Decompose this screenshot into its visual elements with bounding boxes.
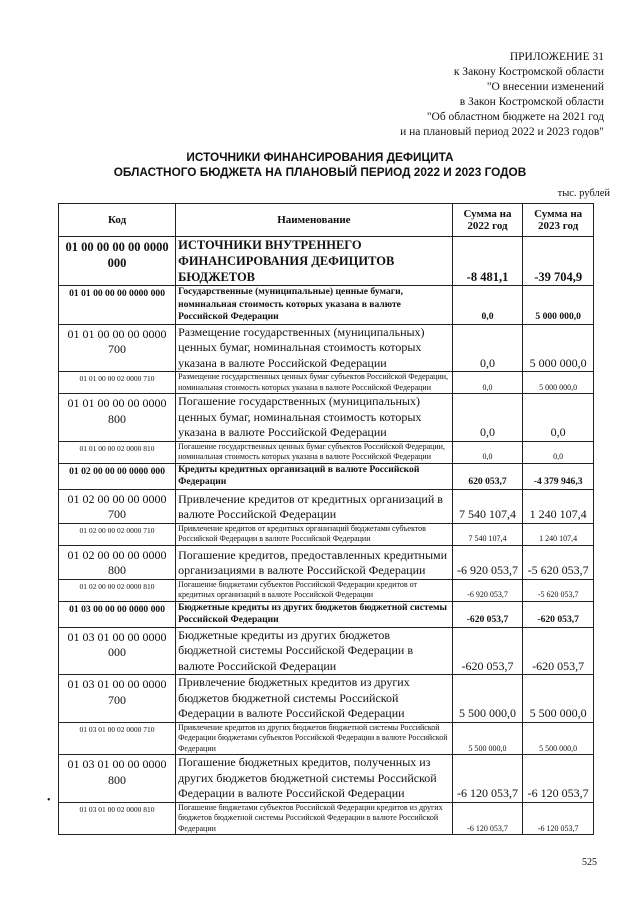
row-value-2022: 0,0 [452,286,523,325]
appendix-line: в Закон Костромской области [459,96,604,108]
row-value-2023: 0,0 [523,441,594,463]
row-name: Погашение бюджетами субъектов Российской Федерации кредитов из других бюджетов бюджетной системы Российской Федерации в валюте Российской Федерации [176,802,453,835]
header-sum-2022: Сумма на 2022 год [452,204,523,237]
row-name: Погашение кредитов, предоставленных кредитными организациями в валюте Российской Федерации [176,545,453,579]
row-code: 01 02 00 00 00 0000 800 [59,545,176,579]
row-name: Кредиты кредитных организаций в валюте Российской Федерации [176,463,453,489]
row-value-2023: 5 000 000,0 [523,372,594,394]
table-row [59,523,594,545]
row-code: 01 03 01 00 00 0000 800 [59,755,176,803]
row-name: Привлечение кредитов от кредитных организаций бюджетами субъектов Российской Федерации в валюте Российской Федерации [176,523,453,545]
row-value-2022: -6 120 053,7 [452,755,523,803]
row-code: 01 02 00 00 02 0000 710 [59,523,176,545]
row-value-2023: -620 053,7 [523,601,594,627]
document-title [0,150,640,180]
row-value-2023: -5 620 053,7 [523,579,594,601]
row-name: Привлечение кредитов от кредитных организаций в валюте Российской Федерации [176,489,453,523]
row-name: Погашение бюджетных кредитов, полученных из других бюджетов бюджетной системы Российской Федерации в валюте Российской Федерации [176,755,453,803]
table-row [59,463,594,489]
table-row [59,627,594,675]
row-value-2022: -6 920 053,7 [452,545,523,579]
table-row [59,722,594,755]
header-sum-2023: Сумма на 2023 год [523,204,594,237]
row-value-2023: -620 053,7 [523,627,594,675]
row-value-2023: 1 240 107,4 [523,489,594,523]
row-code: 01 01 00 00 00 0000 700 [59,324,176,372]
stray-mark: • [47,795,51,806]
table-header-row [59,204,594,237]
row-code: 01 01 00 00 02 0000 710 [59,372,176,394]
table-row [59,489,594,523]
appendix-line: и на плановый период 2022 и 2023 годов" [400,126,604,138]
row-value-2022: -620 053,7 [452,627,523,675]
row-value-2023: 5 000 000,0 [523,286,594,325]
row-code: 01 02 00 00 02 0000 810 [59,579,176,601]
table-row [59,286,594,325]
header-name: Наименование [176,204,453,237]
row-name: Государственные (муниципальные) ценные бумаги, номинальная стоимость которых указана в валюте Российской Федерации [176,286,453,325]
row-name: Привлечение бюджетных кредитов из других бюджетов бюджетной системы Российской Федерации в валюте Российской Федерации [176,675,453,723]
table-row [59,324,594,372]
table-row [59,755,594,803]
appendix-line: к Закону Костромской области [453,66,604,78]
appendix-line: "О внесении изменений [486,81,604,93]
row-value-2023: -5 620 053,7 [523,545,594,579]
row-value-2022: 5 500 000,0 [452,675,523,723]
row-name: Погашение государственных (муниципальных) ценных бумаг, номинальная стоимость которых указана в валюте Российской Федерации [176,394,453,442]
table-row [59,237,594,286]
row-code: 01 03 01 00 02 0000 710 [59,722,176,755]
row-name: Бюджетные кредиты из других бюджетов бюджетной системы Российской Федерации в валюте Российской Федерации [176,627,453,675]
row-code: 01 02 00 00 00 0000 000 [59,463,176,489]
row-value-2022: 5 500 000,0 [452,722,523,755]
appendix-line: "Об областном бюджете на 2021 год [426,111,604,123]
row-code: 01 03 01 00 02 0000 810 [59,802,176,835]
row-name: Погашение государственных ценных бумаг субъектов Российской Федерации, номинальная стоимость которых указана в валюте Российской Федерации [176,441,453,463]
row-value-2023: -6 120 053,7 [523,755,594,803]
row-code: 01 00 00 00 00 0000 000 [59,237,176,286]
row-name: Привлечение кредитов из других бюджетов бюджетной системы Российской Федерации бюджетами субъектов Российской Федерации в валюте Российской Федерации [176,722,453,755]
units-label: тыс. рублей [557,188,610,199]
row-value-2023: -39 704,9 [523,237,594,286]
row-value-2022: -6 120 053,7 [452,802,523,835]
row-value-2022: 0,0 [452,372,523,394]
row-value-2022: 0,0 [452,324,523,372]
appendix-line: ПРИЛОЖЕНИЕ 31 [509,51,604,63]
row-name: Бюджетные кредиты из других бюджетов бюджетной системы Российской Федерации [176,601,453,627]
row-value-2023: -4 379 946,3 [523,463,594,489]
row-value-2022: 620 053,7 [452,463,523,489]
row-code: 01 01 00 00 00 0000 000 [59,286,176,325]
row-value-2023: 1 240 107,4 [523,523,594,545]
table-row [59,601,594,627]
row-name: Размещение государственных (муниципальных) ценных бумаг, номинальная стоимость которых указана в валюте Российской Федерации [176,324,453,372]
row-value-2023: 0,0 [523,394,594,442]
row-code: 01 01 00 00 00 0000 800 [59,394,176,442]
row-value-2022: -620 053,7 [452,601,523,627]
table-row [59,579,594,601]
table-row [59,441,594,463]
row-code: 01 03 01 00 00 0000 700 [59,675,176,723]
page-number: 525 [582,857,597,868]
table-row [59,675,594,723]
row-code: 01 03 00 00 00 0000 000 [59,601,176,627]
table-row [59,545,594,579]
row-value-2022: 7 540 107,4 [452,489,523,523]
row-code: 01 01 00 00 02 0000 810 [59,441,176,463]
row-value-2023: 5 500 000,0 [523,675,594,723]
row-value-2023: 5 500 000,0 [523,722,594,755]
table-row [59,394,594,442]
row-code: 01 02 00 00 00 0000 700 [59,489,176,523]
row-name: Размещение государственных ценных бумаг субъектов Российской Федерации, номинальная стоимость которых указана в валюте Российской Федерации [176,372,453,394]
row-value-2022: 0,0 [452,441,523,463]
table-row [59,802,594,835]
title-line-2: ОБЛАСТНОГО БЮДЖЕТА НА ПЛАНОВЫЙ ПЕРИОД 2022 И 2023 ГОДОВ [113,165,527,179]
row-name: ИСТОЧНИКИ ВНУТРЕННЕГО ФИНАНСИРОВАНИЯ ДЕФИЦИТОВ БЮДЖЕТОВ [176,237,453,286]
row-name: Погашение бюджетами субъектов Российской Федерации кредитов от кредитных организаций в валюте Российской Федерации [176,579,453,601]
row-code: 01 03 01 00 00 0000 000 [59,627,176,675]
row-value-2022: -8 481,1 [452,237,523,286]
header-code: Код [59,204,176,237]
row-value-2022: -6 920 053,7 [452,579,523,601]
row-value-2023: 5 000 000,0 [523,324,594,372]
financing-sources-table [58,203,594,835]
row-value-2022: 7 540 107,4 [452,523,523,545]
appendix-header [344,50,604,140]
title-line-1: ИСТОЧНИКИ ФИНАНСИРОВАНИЯ ДЕФИЦИТА [186,150,454,164]
table-row [59,372,594,394]
row-value-2022: 0,0 [452,394,523,442]
row-value-2023: -6 120 053,7 [523,802,594,835]
